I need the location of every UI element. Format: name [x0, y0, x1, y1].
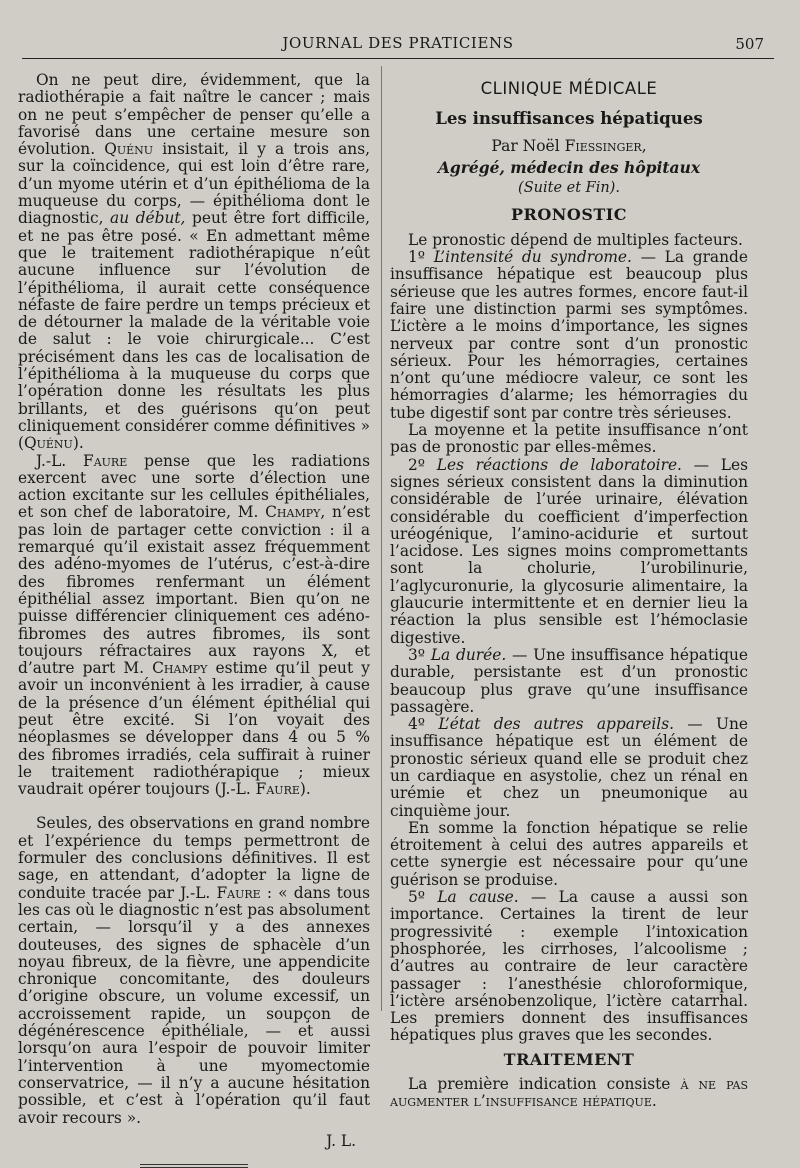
header-rule [22, 58, 774, 59]
author-name: Quénu [104, 140, 154, 159]
right-column [390, 72, 748, 1111]
page-number: 507 [735, 35, 764, 53]
paragraph-intro: Le pronostic dépend de multiples facteurs. [408, 230, 743, 249]
paragraph-cause: 5º La cause. — La cause a aussi son importance. Certaines la tirent de leur progressivité : exemple l’intoxication phosphorée, les cirrhoses, l’alcoolisme ; d’autres au contraire de leur caractère passager : l’anesthésie chloroformique, l’ictère arsénobenzolique, l’ictère catarrhal. Les premiers donnent des insuffisances hépatiques plus graves que les secondes. [390, 888, 748, 1045]
paragraph-intensity: 1º L’intensité du syndrome. — La grande insuffisance hépatique est beaucoup plus sérieuse que les autres formes, encore faut-il faire une distinction parmi ses symptômes. L’ictère a le moins d’importance, les signes nerveux par contre sont d’un pronostic sérieux. Pour les hémorragies, certaines n’ont qu’une médiocre valeur, ce sont les hémorragies d’alarme; les hémorragies du tube digestif sont par contre très sérieuses. [390, 248, 748, 422]
article-title: Les insuffisances hépatiques [435, 108, 703, 129]
paragraph-conclusion: Seules, des observations en grand nombre et l’expérience du temps permettront de formuler des conclusions définitives. Il est sage, en attendant, d’adopter la ligne de conduite tracée par J.-L. Faure : « dans tous les cas où le diagnostic n’est pas absolument certain, — lorsqu’il y a des annexes douteuses, des signes de sphacèle d’un noyau fibreux, de la fièvre, une appendicite chronique concomitante, des douleurs d’origine obscure, un volume excessif, un accroissement rapide, un soupçon de dégénérescence épithéliale, — et aussi lorsqu’on aura l’espoir de pouvoir limiter l’intervention à une myomectomie conservatrice, — il n’y a aucune hésitation possible, et c’est à l’opération qu’il faut avoir recours ». [18, 814, 370, 1127]
paragraph-synergy: En somme la fonction hépatique se relie étroitement à celui des autres appareils et cette synergie est nécessaire pour qu’une guérison se produise. [390, 818, 748, 889]
author-name: Quénu [24, 434, 73, 453]
author-line: Par Noël Fiessinger, [491, 136, 647, 155]
author-role: Agrégé, médecin des hôpitaux [437, 157, 701, 177]
subhead-pronostic: PRONOSTIC [510, 205, 627, 225]
subhead-traitement: TRAITEMENT [503, 1049, 635, 1069]
paragraph-treatment: La première indication consiste à ne pas augmenter l’insuffisance hépatique. [390, 1075, 748, 1111]
paragraph-gap [18, 798, 370, 815]
continued-note: (Suite et Fin). [518, 180, 620, 197]
author-name: Faure [255, 780, 300, 799]
paragraph-laboratory: 2º Les réactions de laboratoire. — Les signes sérieux consistent dans la diminution considérable de l’urée urinaire, élévation considérable du coefficient d’imperfection uréogénique, l’amino-acidurie et surtout l’acidose. Les signes moins compromettants sont la cholurie, l’urobilinurie, l’aglycuronurie, la glycosurie alimentaire, la glaucurie intermittente et en dernier lieu la réaction la plus sensible est l’hémoclasie digestive. [390, 455, 748, 647]
left-column [18, 72, 370, 1168]
paragraph-radiotherapy: On ne peut dire, évidemment, que la radiothérapie a fait naître le cancer ; mais on ne peut s’empêcher de penser qu’elle a favorisé dans une certaine mesure son évolution. Quénu insistait, il y a trois ans, sur la coïncidence, qui est loin d’être rare, d’un myome utérin et d’un épithélioma de la muqueuse du corps, — épithélioma dont le diagnostic, au début, peut être fort difficile, et ne pas être posé. « En admettant même que le traitement radiothérapique n’eût aucune influence sur l’évolution de l’épithélioma, il aurait cette conséquence néfaste de faire perdre un temps précieux et de détourner la malade de la véritable voie de salut : le voie chirurgicale... C’est précisément dans les cas de localisation de l’épithélioma à la muqueuse du corps que l’opération donne les résultats les plus brillants, et des guérisons qu’on peut cliniquement considérer comme définitives » (Quénu). [18, 71, 370, 453]
page-header [22, 34, 774, 64]
paragraph-moyenne: La moyenne et la petite insuffisance n’ont pas de pronostic par elles-mêmes. [390, 421, 748, 457]
author-name: Champy [265, 503, 321, 522]
author-name: Fiessinger, [564, 136, 647, 155]
paragraph-faure: J.-L. Faure pense que les radiations exercent avec une sorte d’élection une action excitante sur les cellules épithéliales, et son chef de laboratoire, M. Champy, n’est pas loin de partager cette conviction : il a remarqué qu’il existait assez fréquemment des adéno-myomes de l’utérus, c’est-à-dire des fibromes renfermant un élément épithélial assez important. Bien qu’on ne puisse différencier cliniquement ces adéno-fibromes des autres fibromes, ils sont toujours réfractaires aux rayons X, et d’autre part M. Champy estime qu’il peut y avoir un inconvénient à les irradier, à cause de la présence d’un élément épithélial qui peut être excité. Si l’on voyait des néoplasmes se développer dans 4 ou 5 % des fibromes irradiés, cela suffirait à ruiner le traitement radiothérapique ; mieux vaudrait opérer toujours (J.-L. Faure). [18, 451, 370, 799]
signature: J. L. [326, 1131, 356, 1150]
paragraph-other-organs: 4º L’état des autres appareils. — Une insuffisance hépatique est un élément de pronostic sérieux quand elle se produit chez un cardiaque en asystolie, chez un rénal en urémie et chez un pneumonique au cinquième jour. [390, 715, 748, 820]
author-name: Faure [216, 883, 261, 902]
running-title: JOURNAL DES PRATICIENS [282, 34, 514, 52]
section-title: CLINIQUE MÉDICALE [480, 79, 658, 98]
paragraph-duration: 3º La durée. — Une insuffisance hépatique durable, persistante est d’un pronostic beaucoup plus grave qu’une insuffisance passagère. [390, 645, 748, 716]
end-rule [140, 1164, 248, 1168]
author-name: Faure [83, 451, 128, 470]
column-divider [381, 66, 382, 1011]
author-name: Champy [152, 659, 208, 678]
